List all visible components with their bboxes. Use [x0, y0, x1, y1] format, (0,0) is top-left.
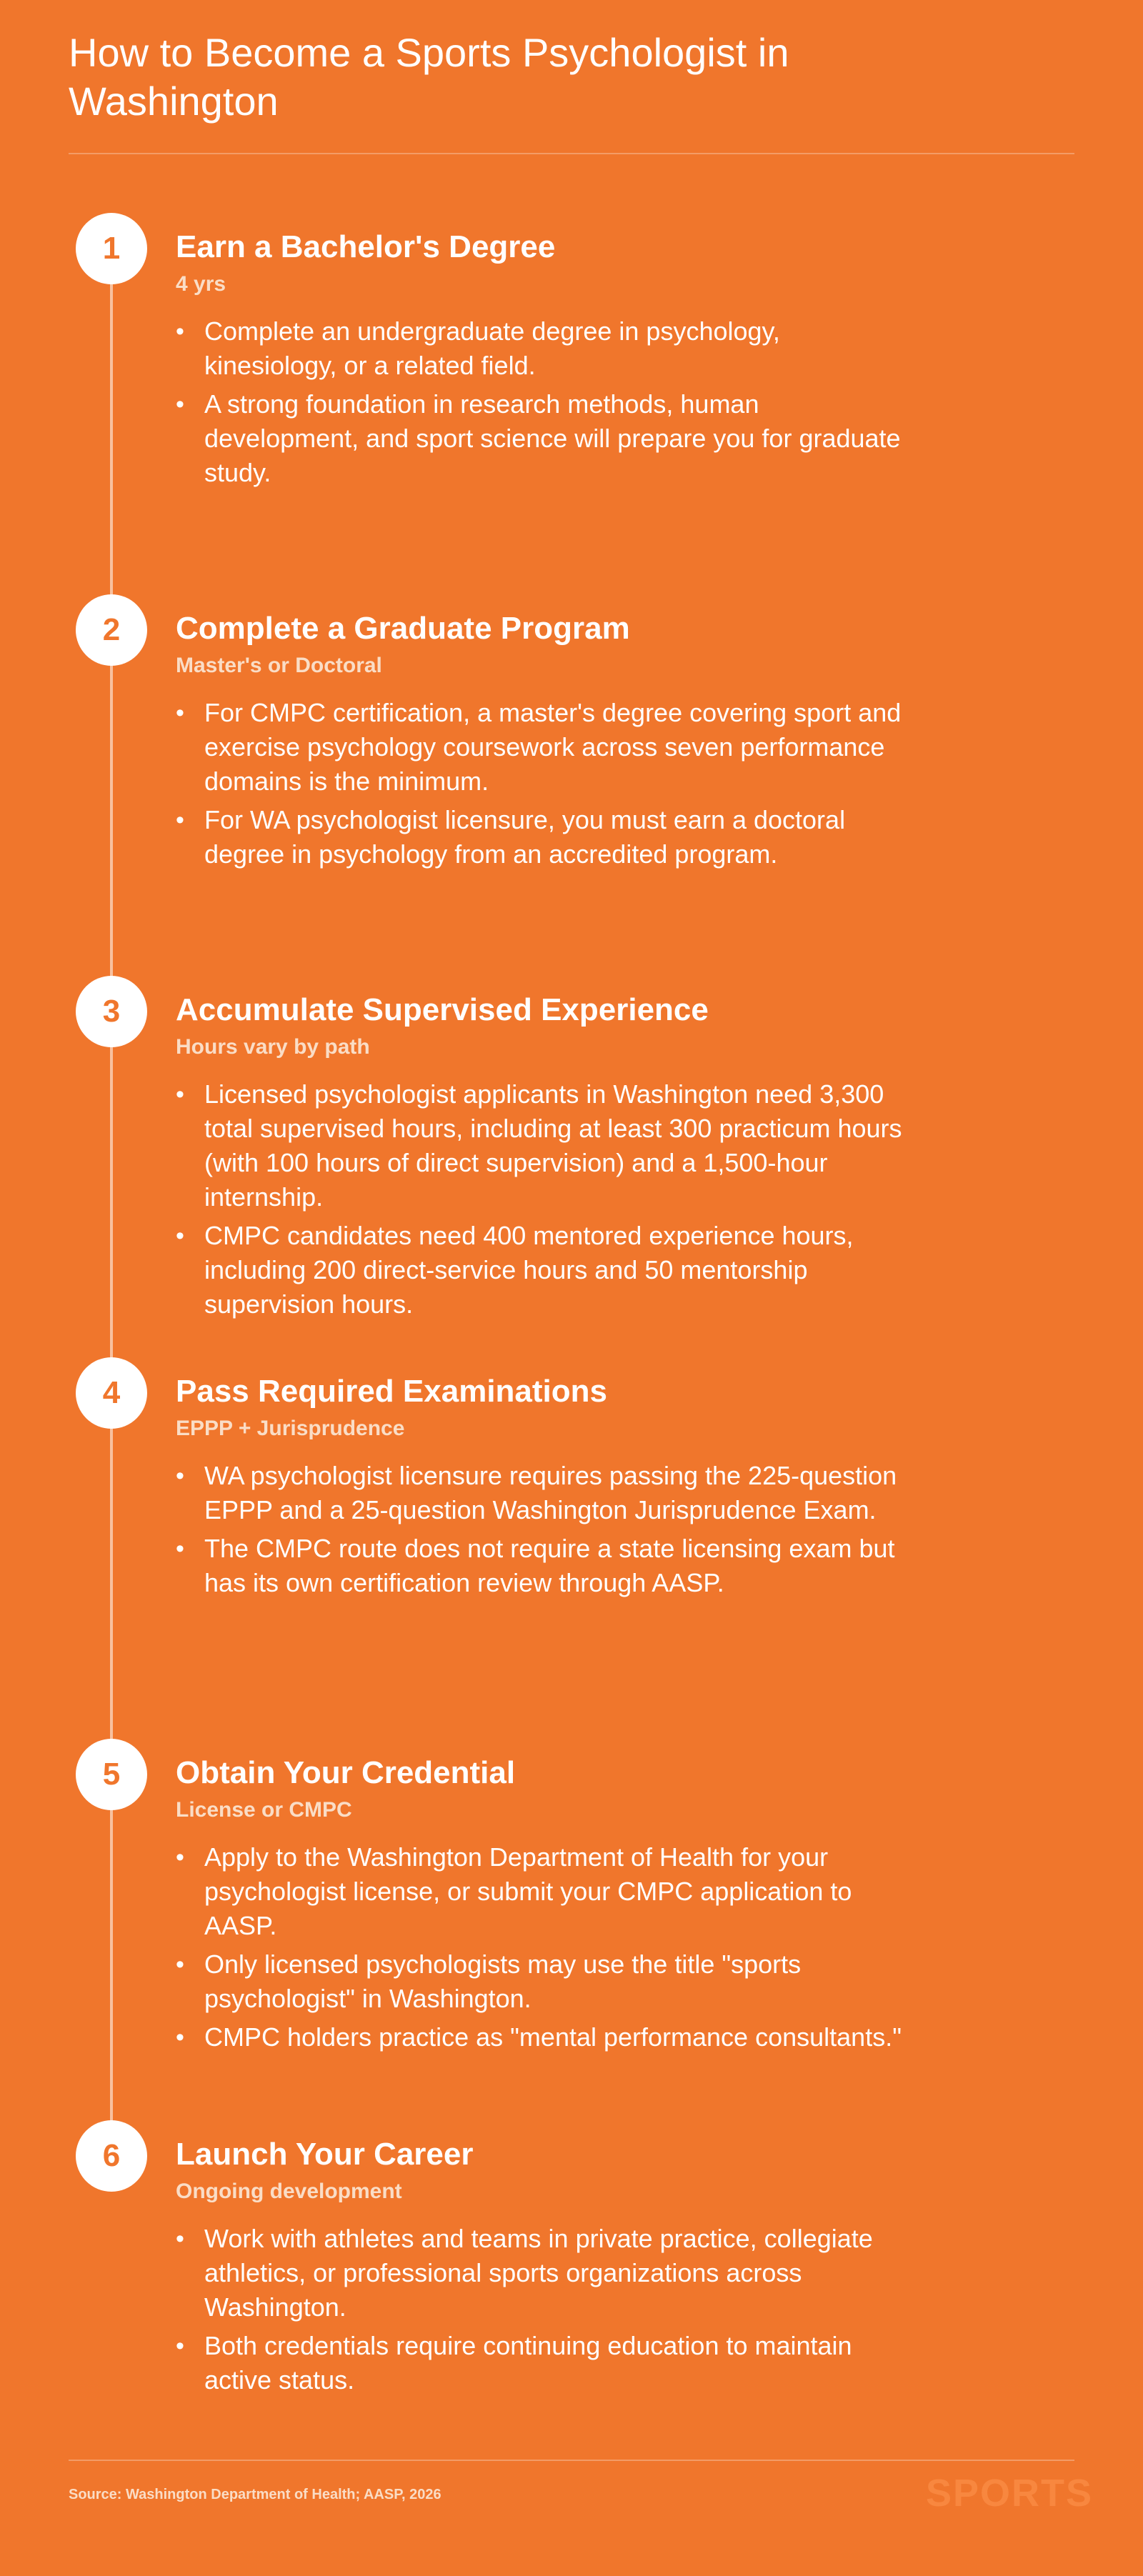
step-title: Accumulate Supervised Experience [176, 992, 709, 1027]
step-title: Pass Required Examinations [176, 1374, 607, 1409]
step-bullet: • A strong foundation in research methods, human development, and sport science will prepare you for graduate study. [176, 387, 919, 490]
step-bullet: • Only licensed psychologists may use the title "sports psychologist" in Washington. [176, 1947, 919, 2016]
step-number-badge: 4 [76, 1357, 147, 1429]
step-bullet: • The CMPC route does not require a state licensing exam but has its own certification review through AASP. [176, 1532, 919, 1600]
step-number-badge: 3 [76, 976, 147, 1047]
timeline-line [110, 249, 113, 2149]
step-bullet-list [176, 696, 919, 876]
step-bullet: • CMPC candidates need 400 mentored experience hours, including 200 direct-service hours and 50 mentorship supervision hours. [176, 1219, 919, 1322]
step-bullet: • Work with athletes and teams in private practice, collegiate athletics, or professional sports organizations across Washington. [176, 2222, 919, 2325]
step-bullet: • Both credentials require continuing education to maintain active status. [176, 2329, 919, 2397]
step-bullet-list [176, 2222, 919, 2402]
step-bullet: • Licensed psychologist applicants in Washington need 3,300 total supervised hours, including at least 300 practicum hours (with 100 hours of direct supervision) and a 1,500-hour internship. [176, 1077, 919, 1214]
step-subtitle: Master's or Doctoral [176, 654, 382, 677]
step-subtitle: Hours vary by path [176, 1035, 370, 1059]
step-bullet: • For WA psychologist licensure, you must earn a doctoral degree in psychology from an accredited program. [176, 803, 919, 872]
brand-logo-text: SPORTS [926, 2472, 1094, 2515]
step-subtitle: License or CMPC [176, 1798, 352, 1822]
step-bullet: • Complete an undergraduate degree in psychology, kinesiology, or a related field. [176, 314, 919, 383]
step-title: Earn a Bachelor's Degree [176, 229, 556, 264]
step-bullet-list [176, 1077, 919, 1326]
step-bullet: • CMPC holders practice as "mental performance consultants." [176, 2020, 919, 2055]
step-title: Complete a Graduate Program [176, 611, 630, 646]
bottom-divider [69, 2460, 1074, 2461]
step-number-badge: 5 [76, 1739, 147, 1810]
step-title: Obtain Your Credential [176, 1755, 516, 1790]
step-subtitle: 4 yrs [176, 272, 226, 296]
step-number-badge: 1 [76, 213, 147, 284]
step-bullet-list [176, 314, 919, 494]
top-divider [69, 153, 1074, 154]
step-title: Launch Your Career [176, 2137, 474, 2172]
source-note: Source: Washington Department of Health; AASP, 2026 [69, 2487, 441, 2502]
step-bullet: • For CMPC certification, a master's degree covering sport and exercise psychology coursework across seven performance domains is the minimum. [176, 696, 919, 799]
step-subtitle: Ongoing development [176, 2180, 402, 2203]
brand-logo [926, 2472, 1094, 2523]
step-subtitle: EPPP + Jurisprudence [176, 1417, 405, 1440]
step-bullet: • WA psychologist licensure requires passing the 225-question EPPP and a 25-question Washington Jurisprudence Exam. [176, 1459, 919, 1527]
step-bullet-list [176, 1840, 919, 2059]
step-number-badge: 6 [76, 2120, 147, 2192]
step-bullet-list [176, 1459, 919, 1604]
step-bullet: • Apply to the Washington Department of Health for your psychologist license, or submit your CMPC application to AASP. [176, 1840, 919, 1943]
page-title: How to Become a Sports Psychologist in Washington [69, 30, 789, 124]
step-number-badge: 2 [76, 594, 147, 666]
